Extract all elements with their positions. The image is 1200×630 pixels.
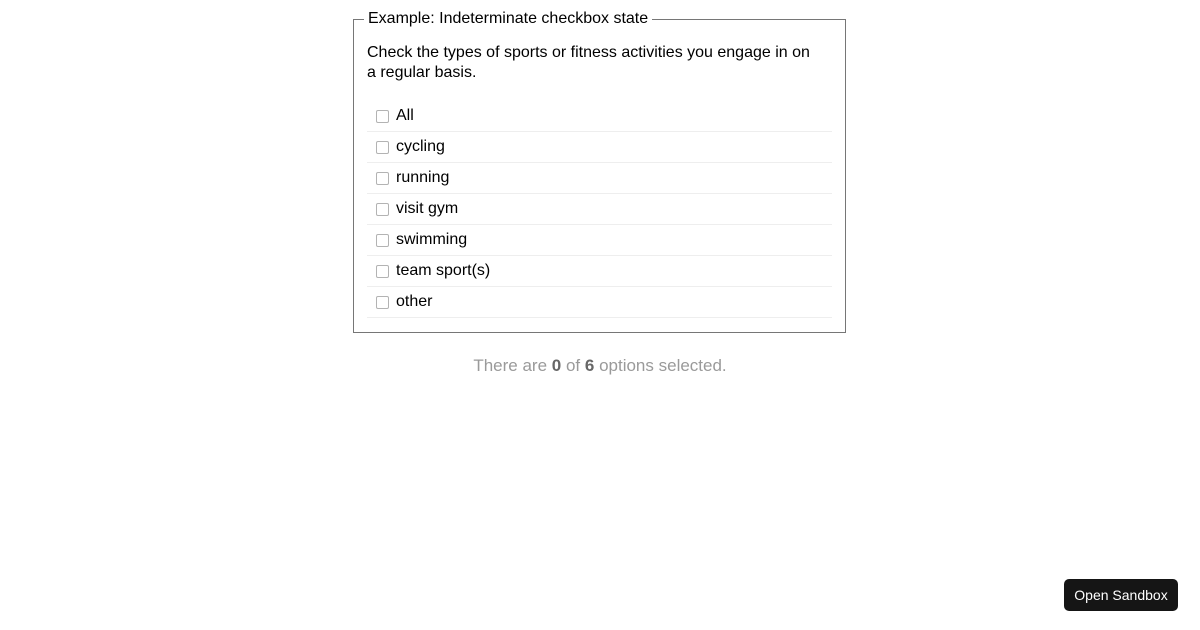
option-label: running [396,169,450,186]
status-selected-count: 0 [551,356,562,375]
list-item[interactable] [367,132,832,163]
fieldset-legend: Example: Indeterminate checkbox state [368,10,649,27]
checkbox-icon-all[interactable] [376,110,389,123]
checkbox-icon-running[interactable] [376,172,389,185]
list-item[interactable] [367,163,832,194]
list-item[interactable] [367,287,832,318]
option-label: All [396,107,414,124]
checkbox-option-list [354,101,845,318]
list-item[interactable] [367,101,832,132]
list-item[interactable] [367,225,832,256]
status-prefix: There are [473,356,552,375]
option-label: team sport(s) [396,262,491,279]
option-label: other [396,293,433,310]
option-label: visit gym [396,200,459,217]
status-middle: of [561,356,585,375]
list-item[interactable] [367,194,832,225]
option-label: swimming [396,231,468,248]
status-suffix: options selected. [594,356,727,375]
option-label: cycling [396,138,445,155]
status-total-count: 6 [584,356,595,375]
checkbox-icon-visit-gym[interactable] [376,203,389,216]
list-item[interactable] [367,256,832,287]
fieldset-description: Check the types of sports or fitness activities you engage in on a regular basis. [367,44,810,81]
open-sandbox-button[interactable]: Open Sandbox [1064,579,1178,611]
checkbox-icon-other[interactable] [376,296,389,309]
indeterminate-checkbox-fieldset [353,11,846,333]
checkbox-icon-cycling[interactable] [376,141,389,154]
selection-status [0,356,1200,376]
checkbox-icon-team-sports[interactable] [376,265,389,278]
checkbox-icon-swimming[interactable] [376,234,389,247]
